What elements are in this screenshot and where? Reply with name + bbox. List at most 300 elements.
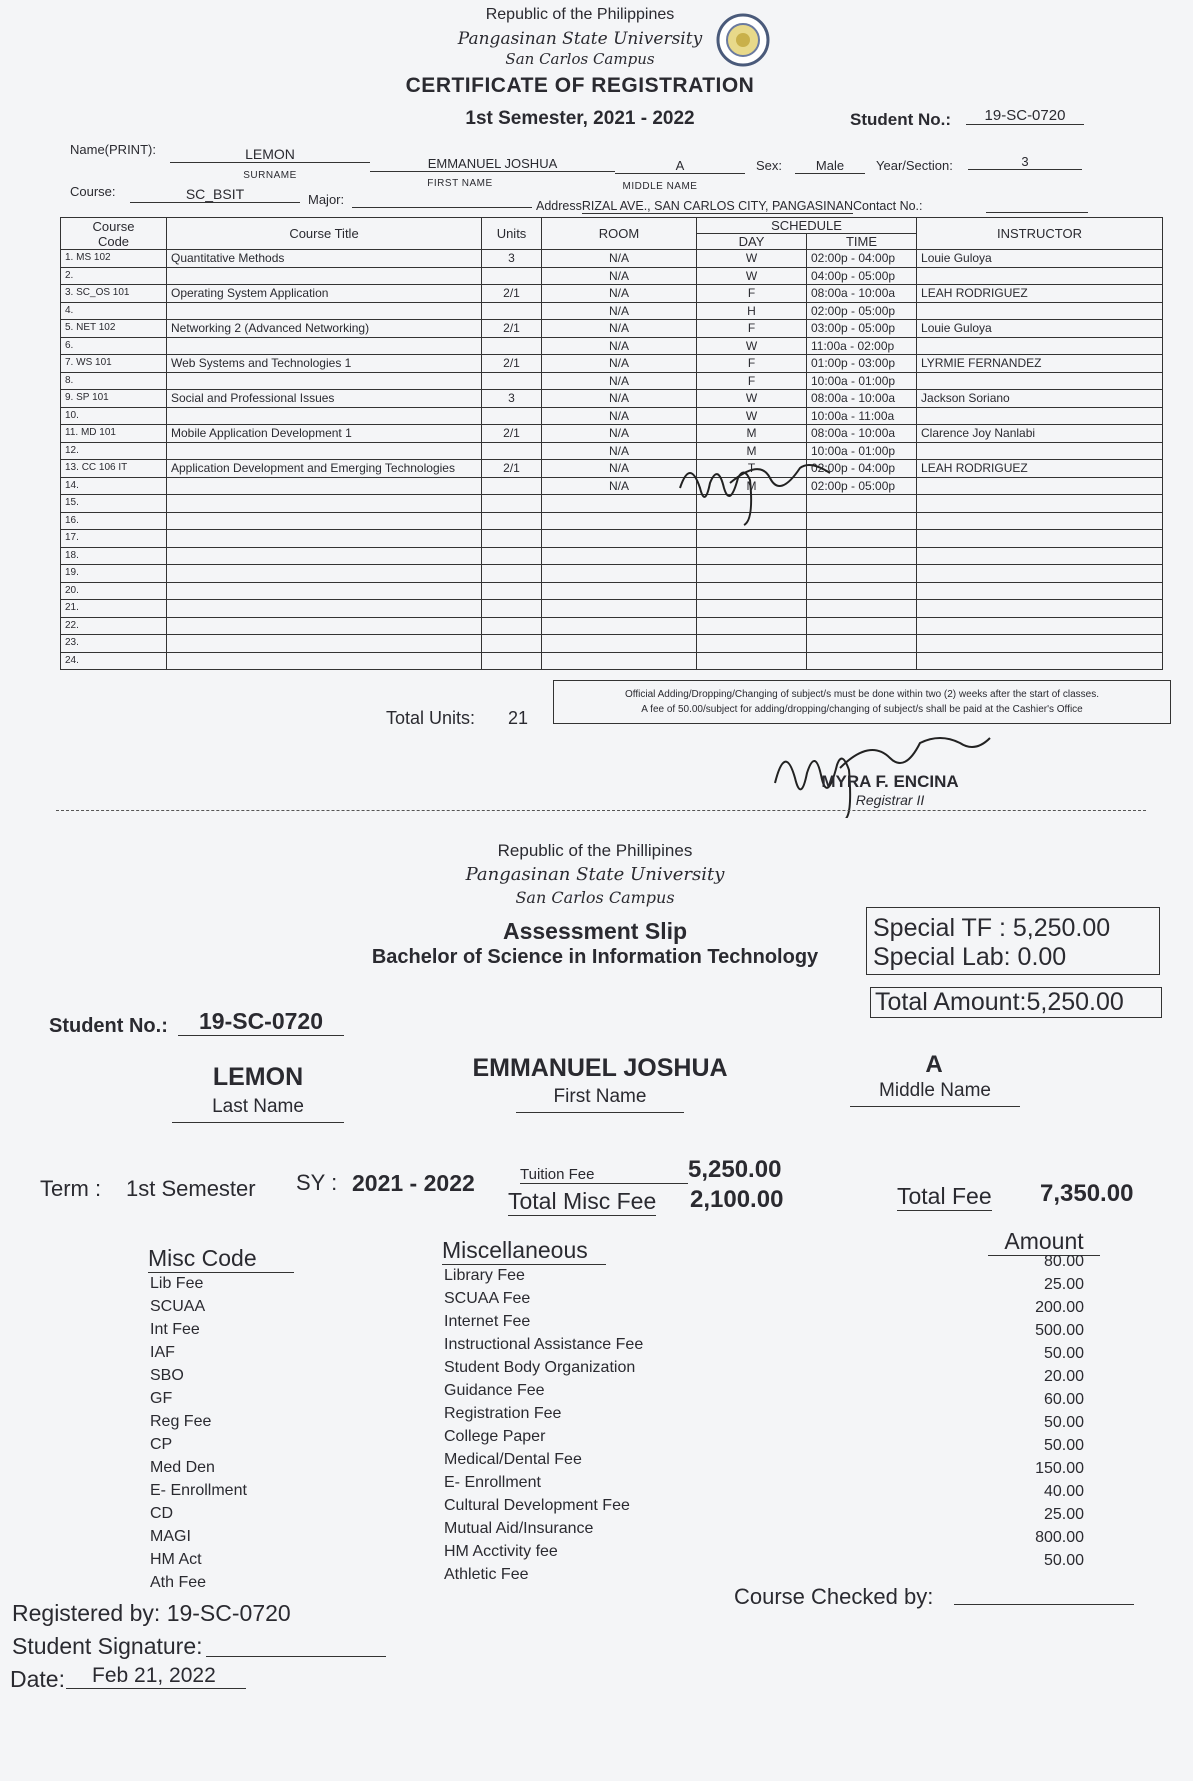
row-code-value: WS 101 [76,357,112,369]
tuition-value: 5,250.00 [688,1156,782,1183]
row-title [167,582,482,600]
row-time [807,600,917,618]
table-row [61,320,1163,338]
slip-campus-name: San Carlos Campus [515,888,675,907]
slip-student-no-value: 19-SC-0720 [178,1008,344,1036]
misc-name-item: Library Fee [444,1267,525,1284]
row-number: 14. [65,479,79,491]
misc-amount-item: 50.00 [1043,1437,1084,1454]
row-day [697,565,807,583]
row-title [167,635,482,653]
row-day [697,617,807,635]
misc-name-item: HM Acctivity fee [444,1543,558,1560]
table-row [61,442,1163,460]
row-number: 9. [65,392,74,404]
row-title [167,372,482,390]
table-row [61,582,1163,600]
row-room: N/A [542,425,697,443]
row-code-value: SP 101 [76,392,109,404]
misc-header: Miscellaneous [442,1237,606,1265]
name-label: Name(PRINT): [70,142,156,157]
misc-amount-item: 500.00 [1035,1322,1084,1339]
misc-code-item: Int Fee [150,1321,200,1338]
row-units [482,442,542,460]
row-units [482,565,542,583]
amount-header: Amount [988,1228,1100,1256]
row-units: 2/1 [482,460,542,478]
row-title [167,337,482,355]
row-instructor [917,372,1163,390]
address-value: RIZAL AVE., SAN CARLOS CITY, PANGASINAN [581,199,854,213]
table-row [61,635,1163,653]
registrar-title: Registrar II [855,792,925,808]
table-row [61,285,1163,303]
tuition-label: Tuition Fee [520,1166,688,1184]
row-code-value: NET 102 [76,322,116,334]
row-title [167,530,482,548]
student-no-value: 19-SC-0720 [966,107,1084,125]
cut-line [56,810,1146,811]
row-code [61,320,167,338]
row-instructor [917,565,1163,583]
row-units [482,617,542,635]
surname-value: LEMON [170,146,370,163]
row-number: 24. [65,654,79,666]
table-row [61,390,1163,408]
row-day [697,582,807,600]
row-number: 11. [65,427,79,439]
row-day: W [697,407,807,425]
row-title [167,617,482,635]
term-label: Term : [40,1176,102,1201]
row-instructor: LYRMIE FERNANDEZ [917,355,1163,373]
misc-amount-list [1000,1250,1084,1572]
row-room: N/A [542,460,697,478]
misc-amount-item: 25.00 [1043,1506,1084,1523]
row-room [542,635,697,653]
row-instructor [917,652,1163,670]
row-title [167,600,482,618]
row-code [61,495,167,513]
row-day: F [697,372,807,390]
misc-name-item: SCUAA Fee [444,1290,531,1307]
row-day [697,652,807,670]
sy-label: SY : [296,1170,338,1195]
row-units: 3 [482,250,542,268]
misc-amount-item: 60.00 [1043,1391,1084,1408]
course-checked-by-line [954,1603,1134,1605]
misc-name-item: Mutual Aid/Insurance [444,1520,594,1537]
row-room [542,652,697,670]
row-code [61,582,167,600]
row-time: 08:00a - 10:00a [807,390,917,408]
misc-code-header: Misc Code [148,1245,294,1273]
total-units-value: 21 [508,708,529,728]
major-line [352,206,532,208]
row-time: 02:00p - 04:00p [807,460,917,478]
row-time [807,547,917,565]
row-title [167,407,482,425]
row-instructor [917,407,1163,425]
row-room [542,547,697,565]
row-units [482,635,542,653]
misc-name-list [444,1264,643,1586]
student-no-label: Student No.: [850,110,952,129]
row-room: N/A [542,355,697,373]
row-instructor [917,302,1163,320]
row-title [167,652,482,670]
table-row [61,547,1163,565]
misc-amount-item: 50.00 [1043,1552,1084,1569]
misc-name-item: E- Enrollment [444,1474,541,1491]
table-row [61,250,1163,268]
row-title [167,442,482,460]
row-code [61,390,167,408]
student-signature-line [206,1655,386,1657]
row-time [807,617,917,635]
course-value: SC_BSIT [130,186,300,203]
table-row [61,652,1163,670]
sex-value: Male [795,158,865,174]
row-day [697,635,807,653]
misc-amount-item: 200.00 [1035,1299,1084,1316]
row-day: H [697,302,807,320]
table-row [61,530,1163,548]
header-instructor: INSTRUCTOR [917,218,1163,250]
row-day: T [697,460,807,478]
row-code-value: CC 106 IT [81,462,128,474]
row-number: 17. [65,532,79,544]
row-day: F [697,285,807,303]
header-room: ROOM [542,218,697,250]
cor-title: CERTIFICATE OF REGISTRATION [405,74,755,97]
row-number: 5. [65,322,74,334]
row-time: 10:00a - 01:00p [807,372,917,390]
university-name: Pangasinan State University [457,29,703,49]
slip-middle-name-label: Middle Name [850,1080,1020,1107]
row-day: W [697,337,807,355]
misc-code-item: SCUAA [150,1298,206,1315]
row-time [807,565,917,583]
row-room: N/A [542,267,697,285]
row-number: 3. [65,287,74,299]
row-units [482,407,542,425]
registered-by: Registered by: 19-SC-0720 [12,1600,291,1626]
course-table [60,217,1163,670]
course-table-body [61,250,1163,670]
row-day [697,600,807,618]
row-code-value: SC_OS 101 [76,287,130,299]
misc-amount-item: 80.00 [1043,1253,1084,1270]
row-time: 11:00a - 02:00p [807,337,917,355]
row-time: 08:00a - 10:00a [807,285,917,303]
table-row [61,302,1163,320]
misc-amount-item: 50.00 [1043,1414,1084,1431]
row-time: 10:00a - 01:00p [807,442,917,460]
table-row [61,512,1163,530]
table-row [61,267,1163,285]
surname-label: SURNAME [243,170,297,181]
first-name-label: FIRST NAME [427,178,493,189]
row-units: 3 [482,390,542,408]
row-instructor [917,442,1163,460]
row-instructor [917,635,1163,653]
row-room: N/A [542,320,697,338]
row-number: 13. [65,462,79,474]
row-room [542,617,697,635]
row-title: Web Systems and Technologies 1 [167,355,482,373]
row-code [61,302,167,320]
row-title [167,477,482,495]
misc-amount-item: 40.00 [1043,1483,1084,1500]
misc-name-item: Athletic Fee [444,1566,529,1583]
header-units: Units [482,218,542,250]
row-units [482,582,542,600]
row-instructor [917,477,1163,495]
row-time: 02:00p - 05:00p [807,477,917,495]
row-time: 04:00p - 05:00p [807,267,917,285]
row-units: 2/1 [482,320,542,338]
row-title [167,565,482,583]
row-number: 4. [65,304,74,316]
table-row [61,372,1163,390]
row-units [482,530,542,548]
row-code [61,250,167,268]
row-code [61,530,167,548]
row-time: 08:00a - 10:00a [807,425,917,443]
contact-label: Contact No.: [853,199,923,213]
slip-first-name-label: First Name [516,1086,684,1113]
row-code [61,617,167,635]
row-time: 10:00a - 11:00a [807,407,917,425]
row-room: N/A [542,390,697,408]
row-instructor [917,547,1163,565]
notice-line-1: Official Adding/Dropping/Changing of subject/s must be done within two (2) weeks after the start of classes. [625,689,1099,700]
misc-amount-item: 800.00 [1035,1529,1084,1546]
row-room: N/A [542,372,697,390]
first-name-value: EMMANUEL JOSHUA [370,156,615,172]
row-code [61,477,167,495]
row-units [482,512,542,530]
row-room: N/A [542,442,697,460]
course-label: Course: [70,184,116,199]
row-number: 18. [65,549,79,561]
sy-value: 2021 - 2022 [352,1170,475,1196]
row-instructor [917,495,1163,513]
slip-last-name: LEMON [212,1063,304,1091]
row-title [167,267,482,285]
term-value: 1st Semester [126,1176,256,1201]
row-title: Networking 2 (Advanced Networking) [167,320,482,338]
misc-total-value: 2,100.00 [690,1186,784,1213]
date-label: Date: [10,1666,65,1692]
row-instructor [917,600,1163,618]
table-row [61,600,1163,618]
row-code [61,635,167,653]
row-title: Social and Professional Issues [167,390,482,408]
date-value: Feb 21, 2022 [66,1664,246,1689]
middle-name-value: A [615,158,745,174]
row-number: 10. [65,409,79,421]
row-room: N/A [542,285,697,303]
course-checked-by-label: Course Checked by: [734,1584,934,1609]
table-row [61,337,1163,355]
row-code-value: MS 102 [76,252,111,264]
row-title: Quantitative Methods [167,250,482,268]
sex-label: Sex: [756,158,783,173]
slip-title: Assessment Slip [502,918,688,944]
special-tf: Special TF : 5,250.00 [873,914,1111,942]
row-number: 8. [65,374,74,386]
table-row [61,565,1163,583]
row-units [482,600,542,618]
row-instructor: LEAH RODRIGUEZ [917,460,1163,478]
slip-student-no-label: Student No.: [49,1015,168,1037]
row-number: 15. [65,497,79,509]
row-units: 2/1 [482,355,542,373]
row-title: Application Development and Emerging Technologies [167,460,482,478]
row-code [61,285,167,303]
row-day: W [697,267,807,285]
slip-last-name-label: Last Name [172,1096,344,1123]
row-units [482,477,542,495]
table-row [61,355,1163,373]
row-day: W [697,250,807,268]
header-day: DAY [697,234,807,250]
misc-code-item: Ath Fee [150,1574,207,1591]
row-number: 20. [65,584,79,596]
row-units [482,302,542,320]
row-room [542,565,697,583]
row-number: 12. [65,444,79,456]
row-day: M [697,442,807,460]
row-number: 2. [65,269,74,281]
row-code [61,267,167,285]
row-time [807,582,917,600]
row-day [697,547,807,565]
row-time: 03:00p - 05:00p [807,320,917,338]
row-room [542,582,697,600]
misc-total-label: Total Misc Fee [508,1188,657,1214]
row-instructor [917,582,1163,600]
misc-code-item: CD [150,1505,174,1522]
misc-amount-item: 50.00 [1043,1345,1084,1362]
row-instructor: Clarence Joy Nanlabi [917,425,1163,443]
row-instructor: Louie Guloya [917,320,1163,338]
misc-code-list [150,1272,247,1594]
student-signature-label: Student Signature: [12,1633,203,1659]
row-code [61,600,167,618]
row-instructor: LEAH RODRIGUEZ [917,285,1163,303]
total-fee-label: Total Fee [897,1183,992,1209]
special-lab: Special Lab: 0.00 [873,943,1067,971]
header-time: TIME [807,234,917,250]
major-label: Major: [308,192,345,207]
table-row [61,407,1163,425]
misc-amount-item: 25.00 [1043,1276,1084,1293]
misc-code-item: GF [150,1390,173,1407]
row-code [61,425,167,443]
row-title [167,547,482,565]
row-number: 19. [65,567,79,579]
special-fee-box [866,907,1160,975]
row-code [61,372,167,390]
misc-name-item: College Paper [444,1428,546,1445]
total-units-label: Total Units: [386,708,476,728]
table-row [61,495,1163,513]
university-seal-icon [716,13,770,67]
slip-program: Bachelor of Science in Information Technology [371,946,819,968]
table-row [61,477,1163,495]
row-instructor [917,530,1163,548]
row-room [542,600,697,618]
signature-mark-table [670,448,870,538]
slip-university-name: Pangasinan State University [465,864,725,885]
year-value: 3 [968,154,1082,170]
row-day: F [697,355,807,373]
row-title [167,512,482,530]
misc-name-item: Medical/Dental Fee [444,1451,582,1468]
add-drop-notice [553,680,1171,724]
row-room: N/A [542,337,697,355]
row-units [482,495,542,513]
table-row [61,460,1163,478]
misc-code-item: HM Act [150,1551,202,1568]
row-code [61,547,167,565]
row-number: 7. [65,357,74,369]
row-code [61,407,167,425]
slip-first-name: EMMANUEL JOSHUA [472,1054,728,1082]
row-number: 23. [65,637,79,649]
registrar-name: MYRA F. ENCINA [821,772,959,791]
row-units [482,652,542,670]
misc-code-item: MAGI [150,1528,191,1545]
row-instructor: Jackson Soriano [917,390,1163,408]
republic-line: Republic of the Philippines [485,6,675,23]
row-instructor [917,617,1163,635]
row-title [167,302,482,320]
row-units [482,267,542,285]
misc-code-item: E- Enrollment [150,1482,247,1499]
address-label: Address [536,199,582,213]
misc-code-item: Med Den [150,1459,215,1476]
total-amount: Total Amount:5,250.00 [870,987,1162,1018]
row-number: 16. [65,514,79,526]
misc-name-item: Student Body Organization [444,1359,636,1376]
row-code [61,512,167,530]
row-instructor [917,267,1163,285]
row-time: 02:00p - 04:00p [807,250,917,268]
address-row [536,199,923,213]
misc-code-item: Lib Fee [150,1275,204,1292]
row-room: N/A [542,250,697,268]
table-row [61,617,1163,635]
misc-code-item: SBO [150,1367,184,1384]
row-instructor [917,337,1163,355]
table-row [61,425,1163,443]
misc-name-item: Registration Fee [444,1405,562,1422]
row-number: 22. [65,619,79,631]
slip-middle-name: A [925,1051,943,1078]
row-number: 21. [65,602,79,614]
row-code [61,565,167,583]
row-day: W [697,390,807,408]
total-fee-value: 7,350.00 [1040,1180,1134,1207]
row-number: 6. [65,339,74,351]
slip-republic-line: Republic of the Phillipines [497,841,693,860]
row-units: 2/1 [482,285,542,303]
row-room: N/A [542,407,697,425]
